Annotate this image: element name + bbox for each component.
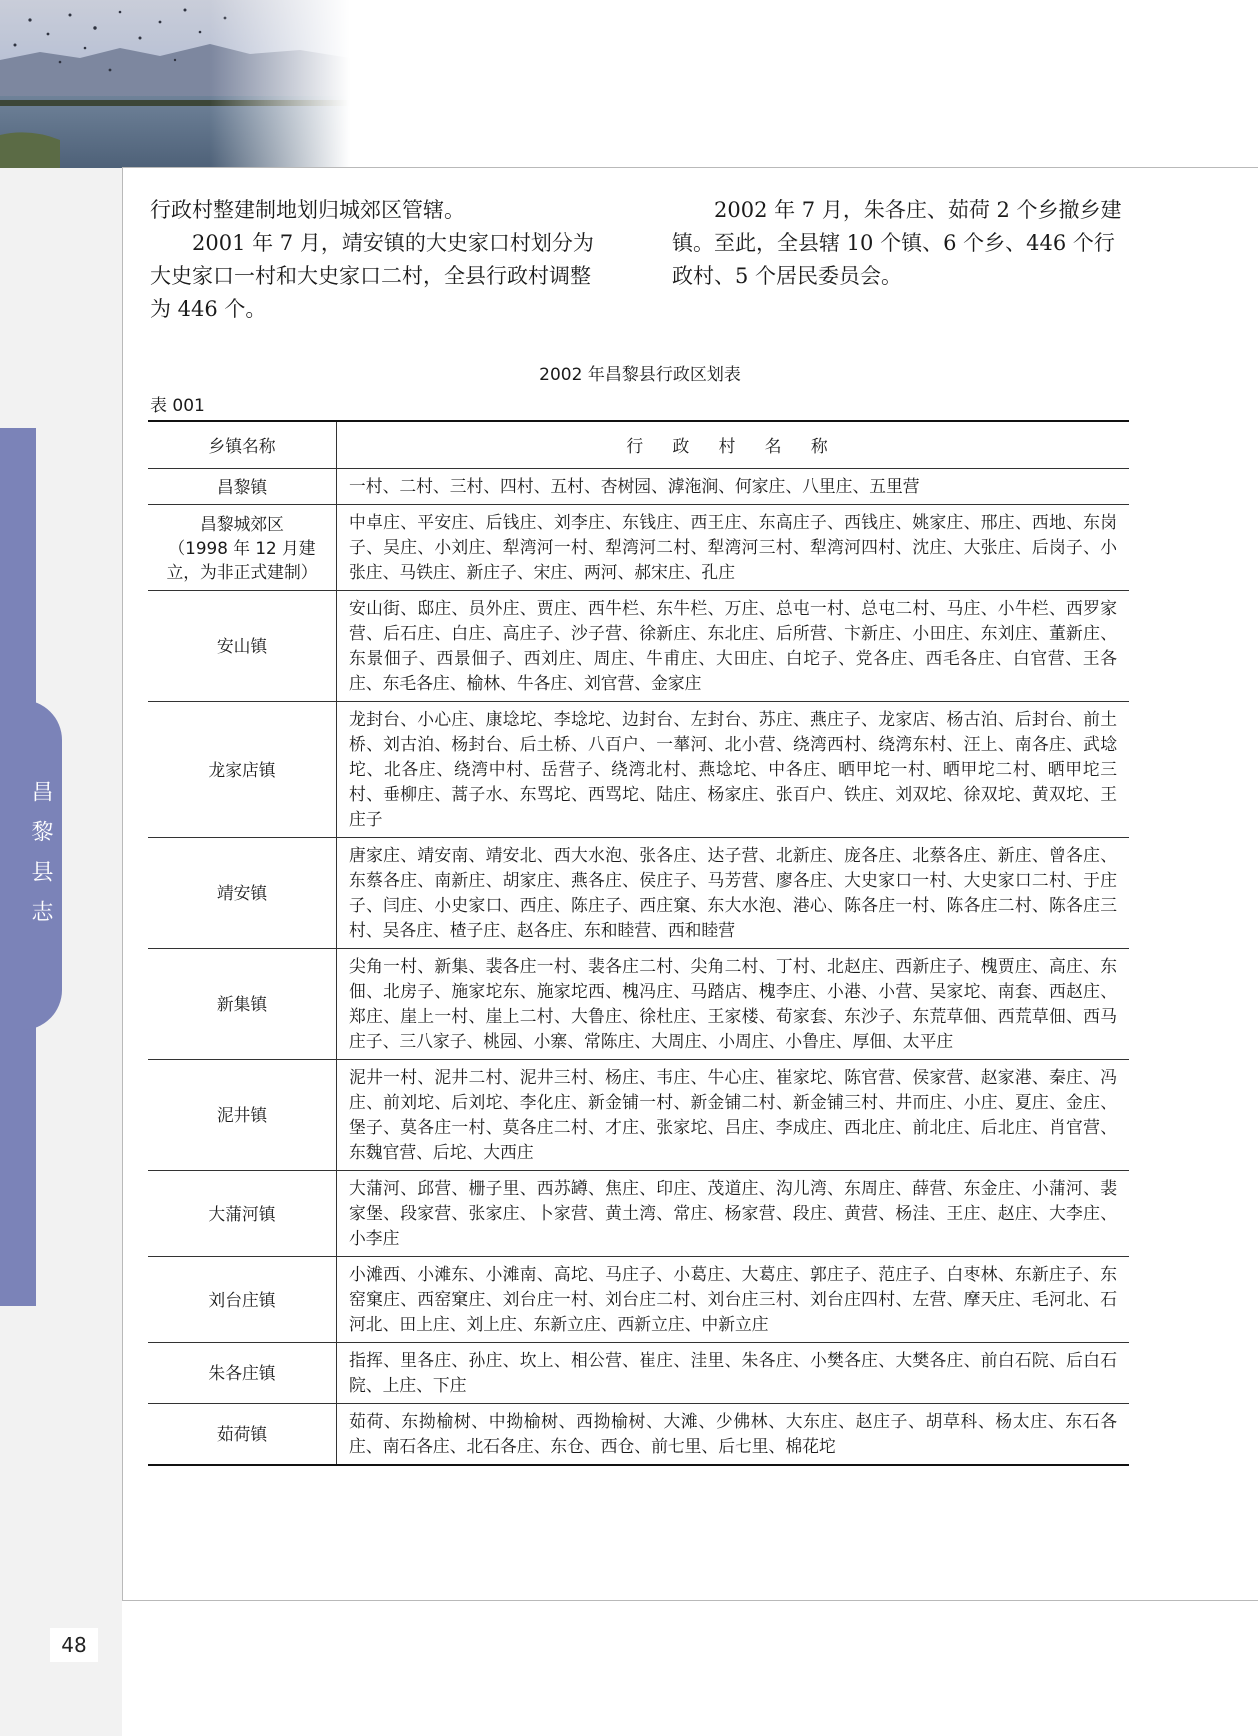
village-list: 中卓庄、平安庄、后钱庄、刘李庄、东钱庄、西王庄、东高庄子、西钱庄、姚家庄、邢庄、西地、东岗子、吴庄、小刘庄、犁湾河一村、犁湾河二村、犁湾河三村、犁湾河四村、沈庄、大张庄、后岗子、小张庄、马铁庄、新庄子、宋庄、两河、郝宋庄、孔庄 xyxy=(337,505,1130,591)
table-row xyxy=(148,1171,1129,1257)
lake-birds-image xyxy=(0,0,350,168)
town-name: 昌黎镇 xyxy=(148,469,337,505)
side-book-title: 昌黎县志 xyxy=(28,780,53,940)
town-name: 昌黎城郊区 xyxy=(200,513,284,534)
town-name: 新集镇 xyxy=(148,949,337,1060)
table-row xyxy=(148,1404,1129,1466)
table-header-row xyxy=(148,421,1129,469)
town-name: 安山镇 xyxy=(148,591,337,702)
paragraph-left-1: 行政村整建制地划归城郊区管辖。 xyxy=(150,198,465,222)
header-town: 乡镇名称 xyxy=(148,421,337,469)
village-list: 指挥、里各庄、孙庄、坎上、相公营、崔庄、洼里、朱各庄、小樊各庄、大樊各庄、前白石院、后白石院、上庄、下庄 xyxy=(337,1343,1130,1404)
village-list: 尖角一村、新集、裴各庄一村、裴各庄二村、尖角二村、丁村、北赵庄、西新庄子、槐贾庄、高庄、东佃、北房子、施家坨东、施家坨西、槐冯庄、马踏店、槐李庄、小港、小营、吴家坨、南套、西赵庄、郑庄、崖上一村、崖上二村、大鲁庄、徐杜庄、王家楼、荀家套、东沙子、东荒草佃、西荒草佃、西马庄子、三八家子、桃园、小寨、常陈庄、大周庄、小周庄、小鲁庄、厚佃、太平庄 xyxy=(337,949,1130,1060)
village-list: 泥井一村、泥井二村、泥井三村、杨庄、韦庄、牛心庄、崔家坨、陈官营、侯家营、赵家港、秦庄、冯庄、前刘坨、后刘坨、李化庄、新金铺一村、新金铺二村、新金铺三村、井而庄、小庄、夏庄、金庄、堡子、莫各庄一村、莫各庄二村、才庄、张家坨、吕庄、李成庄、西北庄、前北庄、后北庄、肖官营、东魏官营、后坨、大西庄 xyxy=(337,1060,1130,1171)
page-number: 48 xyxy=(50,1628,98,1662)
admin-division-table xyxy=(148,420,1129,1466)
town-name: 朱各庄镇 xyxy=(148,1343,337,1404)
village-list: 龙封台、小心庄、康埝坨、李埝坨、边封台、左封台、苏庄、燕庄子、龙家店、杨古泊、后封台、前土桥、刘古泊、杨封台、后土桥、八百户、一蕐河、北小营、绕湾西村、绕湾东村、汪上、南各庄、武埝坨、北各庄、绕湾中村、岳营子、绕湾北村、燕埝坨、中各庄、晒甲坨一村、晒甲坨二村、晒甲坨三村、垂柳庄、蒿子水、东骂坨、西骂坨、陆庄、杨家庄、张百户、铁庄、刘双坨、徐双坨、黄双坨、王庄子 xyxy=(337,702,1130,838)
header-landscape-photo xyxy=(0,0,350,168)
footer-divider xyxy=(122,1600,1258,1601)
village-list: 唐家庄、靖安南、靖安北、西大水泡、张各庄、达子营、北新庄、庞各庄、北蔡各庄、新庄、曾各庄、东蔡各庄、南新庄、胡家庄、燕各庄、侯庄子、马芳营、廖各庄、大史家口一村、大史家口二村、于庄子、闫庄、小史家口、西庄、陈庄子、西庄窠、东大水泡、港心、陈各庄一村、陈各庄二村、陈各庄三村、吴各庄、楂子庄、赵各庄、东和睦营、西和睦营 xyxy=(337,838,1130,949)
table-row xyxy=(148,702,1129,838)
village-list: 大蒲河、邱营、栅子里、西苏罇、焦庄、印庄、茂道庄、沟儿湾、东周庄、薛营、东金庄、小蒲河、裴家堡、段家营、张家庄、卜家营、黄土湾、常庄、杨家营、段庄、黄营、杨洼、王庄、赵庄、大李庄、小李庄 xyxy=(337,1171,1130,1257)
header-divider xyxy=(122,167,1258,168)
table-row xyxy=(148,505,1129,591)
table-row xyxy=(148,838,1129,949)
town-name: 靖安镇 xyxy=(148,838,337,949)
town-name: 刘台庄镇 xyxy=(148,1257,337,1343)
table-row xyxy=(148,469,1129,505)
header-villages: 行 政 村 名 称 xyxy=(337,421,1130,469)
table-caption: 2002 年昌黎县行政区划表 xyxy=(539,365,741,385)
table-row xyxy=(148,1257,1129,1343)
village-list: 安山街、邸庄、员外庄、贾庄、西牛栏、东牛栏、万庄、总屯一村、总屯二村、马庄、小牛栏、西罗家营、后石庄、白庄、高庄子、沙子营、徐新庄、东北庄、后所营、卞新庄、小田庄、东刘庄、董新庄、东景佃子、西景佃子、西刘庄、周庄、牛甫庄、大田庄、白坨子、党各庄、西毛各庄、白官营、王各庄、东毛各庄、榆林、牛各庄、刘官营、金家庄 xyxy=(337,591,1130,702)
table-row xyxy=(148,591,1129,702)
paragraph-right-1: 2002 年 7 月，朱各庄、茹荷 2 个乡撤乡建镇。至此，全县辖 10 个镇、6 个乡、446 个行政村、5 个居民委员会。 xyxy=(672,198,1122,288)
town-note: （1998 年 12 月建立，为非正式建制） xyxy=(166,537,318,582)
paragraph-left-2: 2001 年 7 月，靖安镇的大史家口村划分为大史家口一村和大史家口二村，全县行政村调整为 446 个。 xyxy=(150,231,594,321)
table-row xyxy=(148,1060,1129,1171)
town-name-cell xyxy=(148,505,337,591)
village-list: 一村、二村、三村、四村、五村、杏树园、滹沲涧、何家庄、八里庄、五里营 xyxy=(337,469,1130,505)
table-row xyxy=(148,1343,1129,1404)
village-list: 茹荷、东拗榆树、中拗榆树、西拗榆树、大滩、少佛林、大东庄、赵庄子、胡草科、杨太庄、东石各庄、南石各庄、北石各庄、东仓、西仓、前七里、后七里、棉花坨 xyxy=(337,1404,1130,1466)
table-row xyxy=(148,949,1129,1060)
town-name: 泥井镇 xyxy=(148,1060,337,1171)
village-list: 小滩西、小滩东、小滩南、高坨、马庄子、小葛庄、大葛庄、郭庄子、范庄子、白枣林、东新庄子、东窑窠庄、西窑窠庄、刘台庄一村、刘台庄二村、刘台庄三村、刘台庄四村、左营、摩天庄、毛河北、石河北、田上庄、刘上庄、东新立庄、西新立庄、中新立庄 xyxy=(337,1257,1130,1343)
town-name: 大蒲河镇 xyxy=(148,1171,337,1257)
table-number: 表 001 xyxy=(150,396,205,416)
town-name: 茹荷镇 xyxy=(148,1404,337,1466)
margin-divider xyxy=(122,168,123,1600)
town-name: 龙家店镇 xyxy=(148,702,337,838)
